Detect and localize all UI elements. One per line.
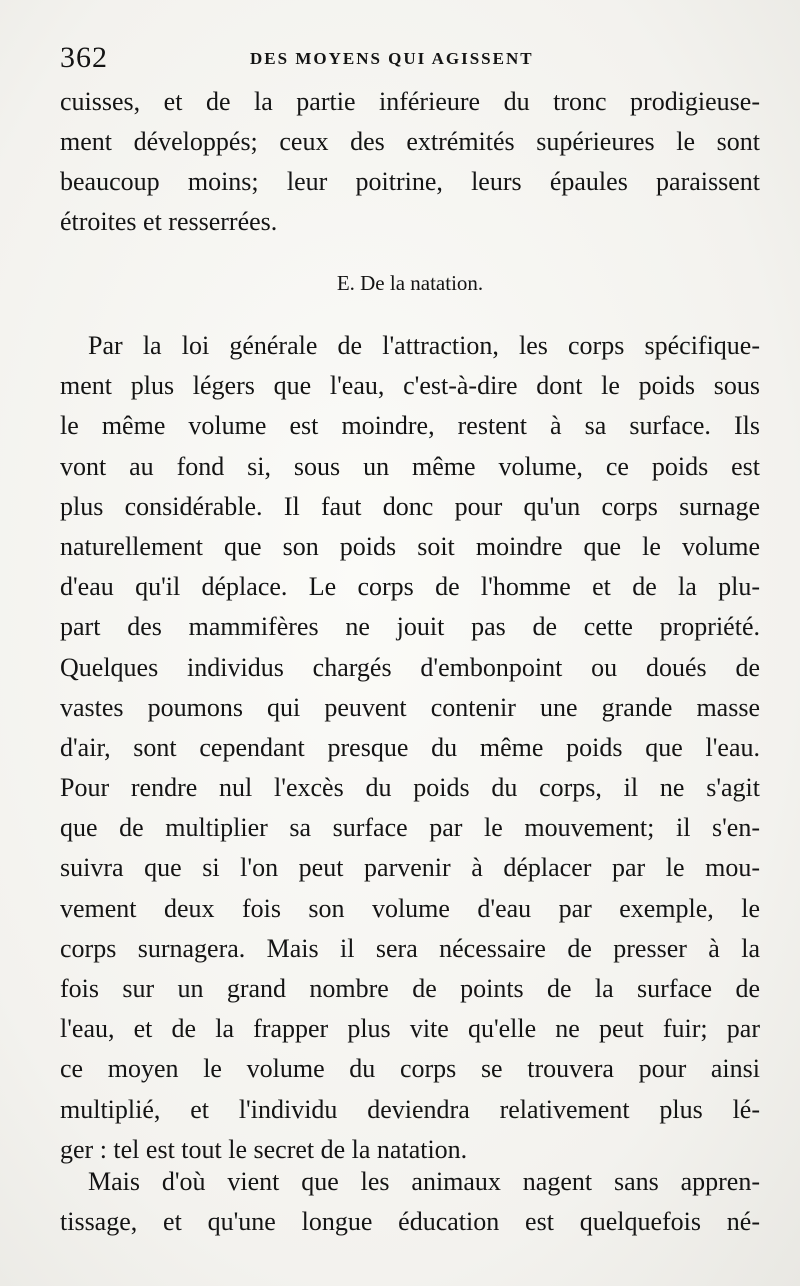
text-line: corps surnagera. Mais il sera nécessaire de presser à la	[60, 933, 760, 963]
text-line: tissage, et qu'une longue éducation est quelquefois né-	[60, 1207, 760, 1237]
text-line: d'eau qu'il déplace. Le corps de l'homme et de la plu-	[60, 572, 760, 602]
text-line: suivra que si l'on peut parvenir à déplacer par le mou-	[60, 853, 760, 883]
text-line: plus considérable. Il faut donc pour qu'un corps surnage	[60, 491, 760, 521]
text-line: le même volume est moindre, restent à sa surface. Ils	[60, 411, 760, 441]
text-line: ger : tel est tout le secret de la natation.	[60, 1134, 468, 1164]
text-line: l'eau, et de la frapper plus vite qu'elle ne peut fuir; par	[60, 1014, 760, 1044]
section-heading: E. De la natation.	[336, 271, 484, 295]
text-line: Par la loi générale de l'attraction, les corps spécifique-	[88, 331, 760, 360]
text-line: Quelques individus chargés d'embonpoint ou doués de	[60, 652, 760, 682]
paragraph-natation	[60, 326, 760, 1170]
text-line: cuisses, et de la partie inférieure du tronc prodigieuse-	[60, 87, 760, 116]
text-line: fois sur un grand nombre de points de la surface de	[60, 974, 760, 1003]
text-line: étroites et resserrées.	[60, 207, 278, 236]
page-number: 362	[60, 41, 108, 74]
text-line: d'air, sont cependant presque du même poids que l'eau.	[60, 732, 760, 762]
text-line: Pour rendre nul l'excès du poids du corps, il ne s'agit	[60, 773, 760, 803]
paragraph-animals	[60, 1162, 760, 1242]
text-line: ment plus légers que l'eau, c'est-à-dire dont le poids sous	[60, 371, 760, 401]
text-line: vont au fond si, sous un même volume, ce poids est	[60, 451, 760, 481]
text-line: part des mammifères ne jouit pas de cette propriété.	[60, 612, 760, 642]
text-line: multiplié, et l'individu deviendra relativement plus lé-	[60, 1094, 760, 1124]
text-line: vement deux fois son volume d'eau par exemple, le	[60, 893, 760, 923]
text-line: ce moyen le volume du corps se trouvera pour ainsi	[60, 1054, 760, 1084]
opening-text-block	[60, 82, 760, 242]
text-line: vastes poumons qui peuvent contenir une grande masse	[60, 692, 760, 722]
text-line: naturellement que son poids soit moindre que le volume	[60, 531, 760, 561]
text-line: que de multiplier sa surface par le mouvement; il s'en-	[60, 813, 760, 843]
text-line: beaucoup moins; leur poitrine, leurs épaules paraissent	[60, 167, 760, 196]
text-line: Mais d'où vient que les animaux nagent sans appren-	[88, 1167, 760, 1196]
running-head: DES MOYENS QUI AGISSENT	[250, 49, 534, 68]
page-header	[60, 38, 760, 86]
text-line: ment développés; ceux des extrémités supérieures le sont	[60, 127, 760, 156]
